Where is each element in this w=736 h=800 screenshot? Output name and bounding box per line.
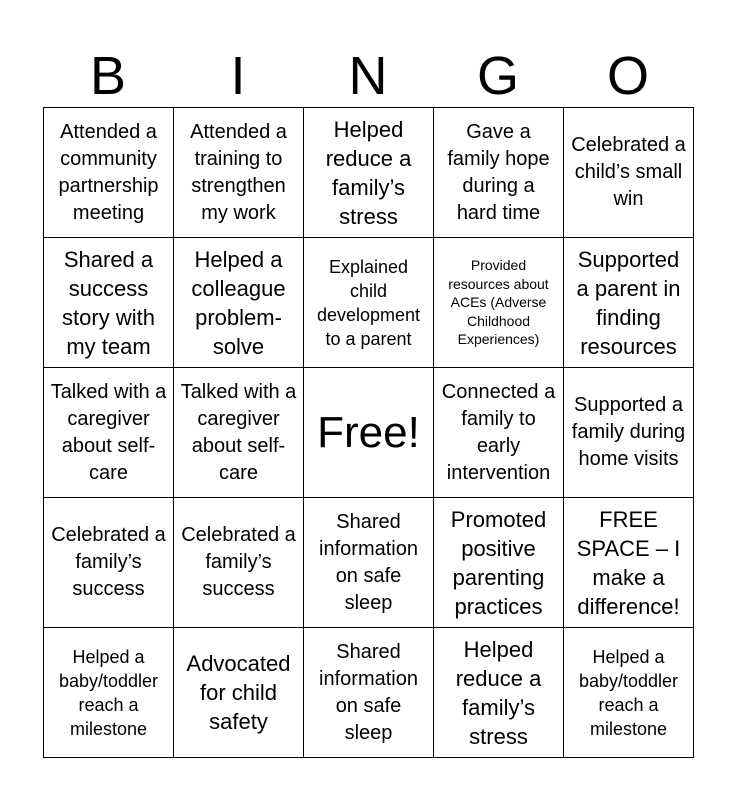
bingo-cell[interactable]: Helped reduce a family’s stress [434,628,564,758]
bingo-cell[interactable]: Talked with a caregiver about self-care [174,368,304,498]
bingo-cell[interactable]: Explained child development to a parent [304,238,434,368]
bingo-cell[interactable]: Shared information on safe sleep [304,498,434,628]
bingo-cell[interactable]: Talked with a caregiver about self-care [44,368,174,498]
header-letter-n: N [348,46,388,106]
bingo-row [44,498,694,628]
bingo-row [44,368,694,498]
bingo-cell[interactable]: Provided resources about ACEs (Adverse Childhood Experiences) [434,238,564,368]
bingo-cell[interactable]: Supported a parent in finding resources [564,238,694,368]
bingo-cell[interactable]: Advocated for child safety [174,628,304,758]
bingo-cell[interactable]: Attended a community partnership meeting [44,108,174,238]
bingo-cell[interactable]: Helped a colleague problem-solve [174,238,304,368]
header-letter-g: G [476,46,519,106]
bingo-cell[interactable]: Gave a family hope during a hard time [434,108,564,238]
bingo-card-grid [43,107,694,758]
bingo-cell[interactable]: Promoted positive parenting practices [434,498,564,628]
bingo-free-cell[interactable]: Free! [304,368,434,498]
bingo-cell[interactable]: Celebrated a family’s success [174,498,304,628]
bingo-cell[interactable]: Supported a family during home visits [564,368,694,498]
bingo-cell[interactable]: Attended a training to strengthen my work [174,108,304,238]
bingo-cell[interactable]: Celebrated a family’s success [44,498,174,628]
bingo-cell[interactable]: Helped reduce a family’s stress [304,108,434,238]
bingo-row [44,238,694,368]
bingo-row [44,628,694,758]
header-letter-i: I [230,46,246,106]
header-letter-b: B [89,46,127,106]
header-letter-o: O [606,46,649,106]
bingo-cell[interactable]: Shared a success story with my team [44,238,174,368]
bingo-cell[interactable]: Celebrated a child’s small win [564,108,694,238]
bingo-cell[interactable]: Shared information on safe sleep [304,628,434,758]
bingo-cell[interactable]: FREE SPACE – I make a difference! [564,498,694,628]
bingo-row [44,108,694,238]
bingo-header [43,44,693,108]
bingo-cell[interactable]: Helped a baby/toddler reach a milestone [564,628,694,758]
bingo-cell[interactable]: Connected a family to early intervention [434,368,564,498]
bingo-cell[interactable]: Helped a baby/toddler reach a milestone [44,628,174,758]
